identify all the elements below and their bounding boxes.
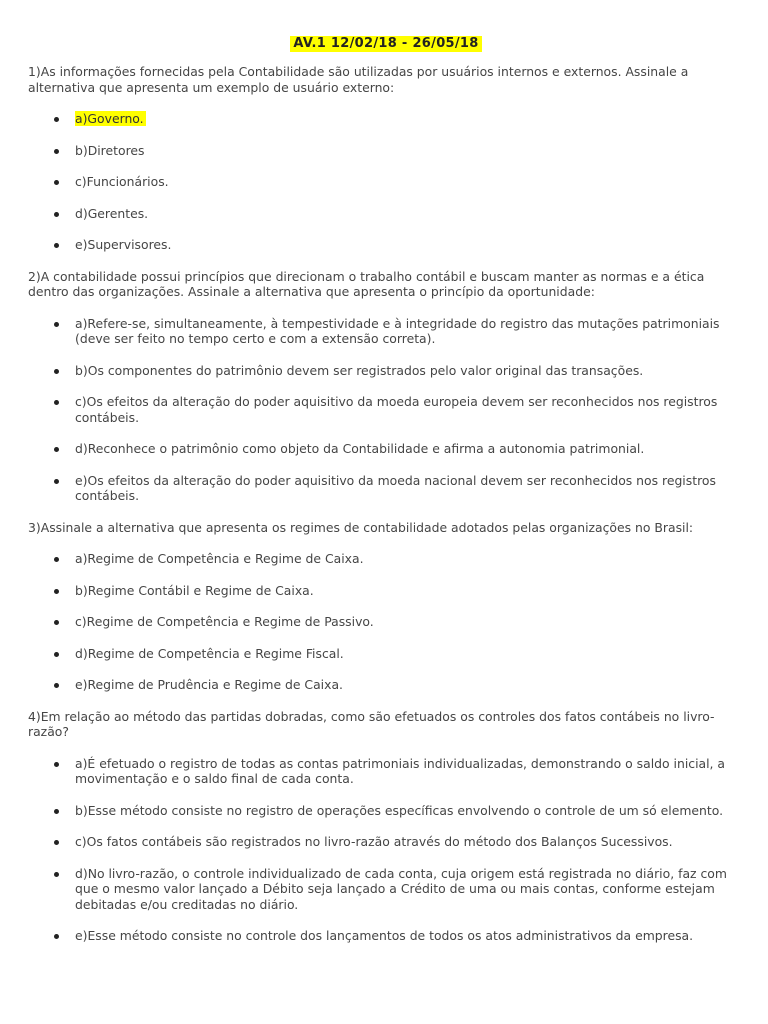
question-2-option-e <box>28 473 744 504</box>
question-2-option-c <box>28 394 744 425</box>
option-text: b)Diretores <box>75 142 145 158</box>
bullet-icon <box>54 369 59 374</box>
bullet-icon <box>54 180 59 185</box>
question-4-options <box>28 756 744 944</box>
question-3-option-a <box>28 551 744 567</box>
option-text: e)Os efeitos da alteração do poder aquisitivo da moeda nacional devem ser reconhecidos nos registros contábeis. <box>75 472 716 503</box>
bullet-icon <box>54 620 59 625</box>
option-text: e)Supervisores. <box>75 237 172 252</box>
bullet-icon <box>54 809 59 814</box>
option-text: c)Funcionários. <box>75 174 169 189</box>
question-3-option-b <box>28 583 744 599</box>
question-4-text: 4)Em relação ao método das partidas dobradas, como são efetuados os controles dos fatos contábeis no livro-razão? <box>28 708 715 739</box>
bullet-icon <box>54 557 59 562</box>
question-2 <box>28 269 744 504</box>
title-row <box>28 35 744 52</box>
question-1-option-c <box>28 174 744 190</box>
question-1-text: 1)As informações fornecidas pela Contabilidade são utilizadas por usuários internos e externos. Assinale a alternativa que apresenta um exemplo de usuário externo: <box>28 64 689 95</box>
option-text: b)Os componentes do patrimônio devem ser registrados pelo valor original das transações. <box>75 362 644 378</box>
bullet-icon <box>54 447 59 452</box>
option-text: a)É efetuado o registro de todas as contas patrimoniais individualizadas, demonstrando o saldo inicial, a movimentação e o saldo final de cada conta. <box>75 755 726 786</box>
question-4 <box>28 709 744 944</box>
bullet-icon <box>54 243 59 248</box>
option-text: a)Regime de Competência e Regime de Caixa. <box>75 551 364 566</box>
bullet-icon <box>54 762 59 767</box>
question-3-options <box>28 551 744 693</box>
question-3-option-c <box>28 614 744 630</box>
bullet-icon <box>54 149 59 154</box>
question-1 <box>28 64 744 253</box>
question-3-option-d <box>28 646 744 662</box>
bullet-icon <box>54 400 59 405</box>
question-4-option-a <box>28 756 744 787</box>
document-title: AV.1 12/02/18 - 26/05/18 <box>290 36 481 52</box>
question-4-option-e <box>28 928 744 944</box>
bullet-icon <box>54 683 59 688</box>
question-3-option-e <box>28 677 744 693</box>
question-1-option-e <box>28 237 744 253</box>
question-2-option-d <box>28 441 744 457</box>
question-1-option-a <box>28 111 744 127</box>
bullet-icon <box>54 479 59 484</box>
option-text: d)No livro-razão, o controle individualizado de cada conta, cuja origem está registrada no diário, faz com que o mesmo valor lançado a Débito seja lançado a Crédito de uma ou mais contas, conforme estejam debitadas e/ou creditadas no diário. <box>75 865 727 912</box>
question-1-option-b <box>28 143 744 159</box>
option-text: c)Os efeitos da alteração do poder aquisitivo da moeda europeia devem ser reconhecidos nos registros contábeis. <box>75 394 718 425</box>
option-text: d)Gerentes. <box>75 205 149 221</box>
question-1-options <box>28 111 744 253</box>
option-text: b)Regime Contábil e Regime de Caixa. <box>75 582 314 598</box>
bullet-icon <box>54 872 59 877</box>
bullet-icon <box>54 589 59 594</box>
option-text: d)Regime de Competência e Regime Fiscal. <box>75 645 344 661</box>
question-2-text: 2)A contabilidade possui princípios que direcionam o trabalho contábil e buscam manter as normas e a ética dentro das organizações. Assinale a alternativa que apresenta o princípio da oportunidade: <box>28 268 705 299</box>
question-4-option-d <box>28 866 744 913</box>
question-2-options <box>28 316 744 504</box>
question-1-option-d <box>28 206 744 222</box>
bullet-icon <box>54 322 59 327</box>
question-4-option-b <box>28 803 744 819</box>
option-text: e)Esse método consiste no controle dos lançamentos de todos os atos administrativos da empresa. <box>75 928 694 943</box>
option-text: d)Reconhece o patrimônio como objeto da Contabilidade e afirma a autonomia patrimonial. <box>75 441 645 456</box>
option-text: c)Regime de Competência e Regime de Passivo. <box>75 614 374 629</box>
question-3 <box>28 520 744 693</box>
bullet-icon <box>54 212 59 217</box>
option-text: c)Os fatos contábeis são registrados no livro-razão através do método dos Balanços Sucessivos. <box>75 834 673 849</box>
question-2-option-a <box>28 316 744 347</box>
option-text: e)Regime de Prudência e Regime de Caixa. <box>75 677 343 692</box>
bullet-icon <box>54 652 59 657</box>
bullet-icon <box>54 840 59 845</box>
option-text: b)Esse método consiste no registro de operações específicas envolvendo o controle de um só elemento. <box>75 802 724 818</box>
option-text: a)Refere-se, simultaneamente, à tempestividade e à integridade do registro das mutações patrimoniais (deve ser feito no tempo certo e com a extensão correta). <box>75 315 720 346</box>
option-text-highlighted: a)Governo. <box>75 111 144 126</box>
bullet-icon <box>54 934 59 939</box>
question-4-option-c <box>28 834 744 850</box>
question-2-option-b <box>28 363 744 379</box>
bullet-icon <box>54 117 59 122</box>
question-3-text: 3)Assinale a alternativa que apresenta os regimes de contabilidade adotados pelas organizações no Brasil: <box>28 519 694 535</box>
